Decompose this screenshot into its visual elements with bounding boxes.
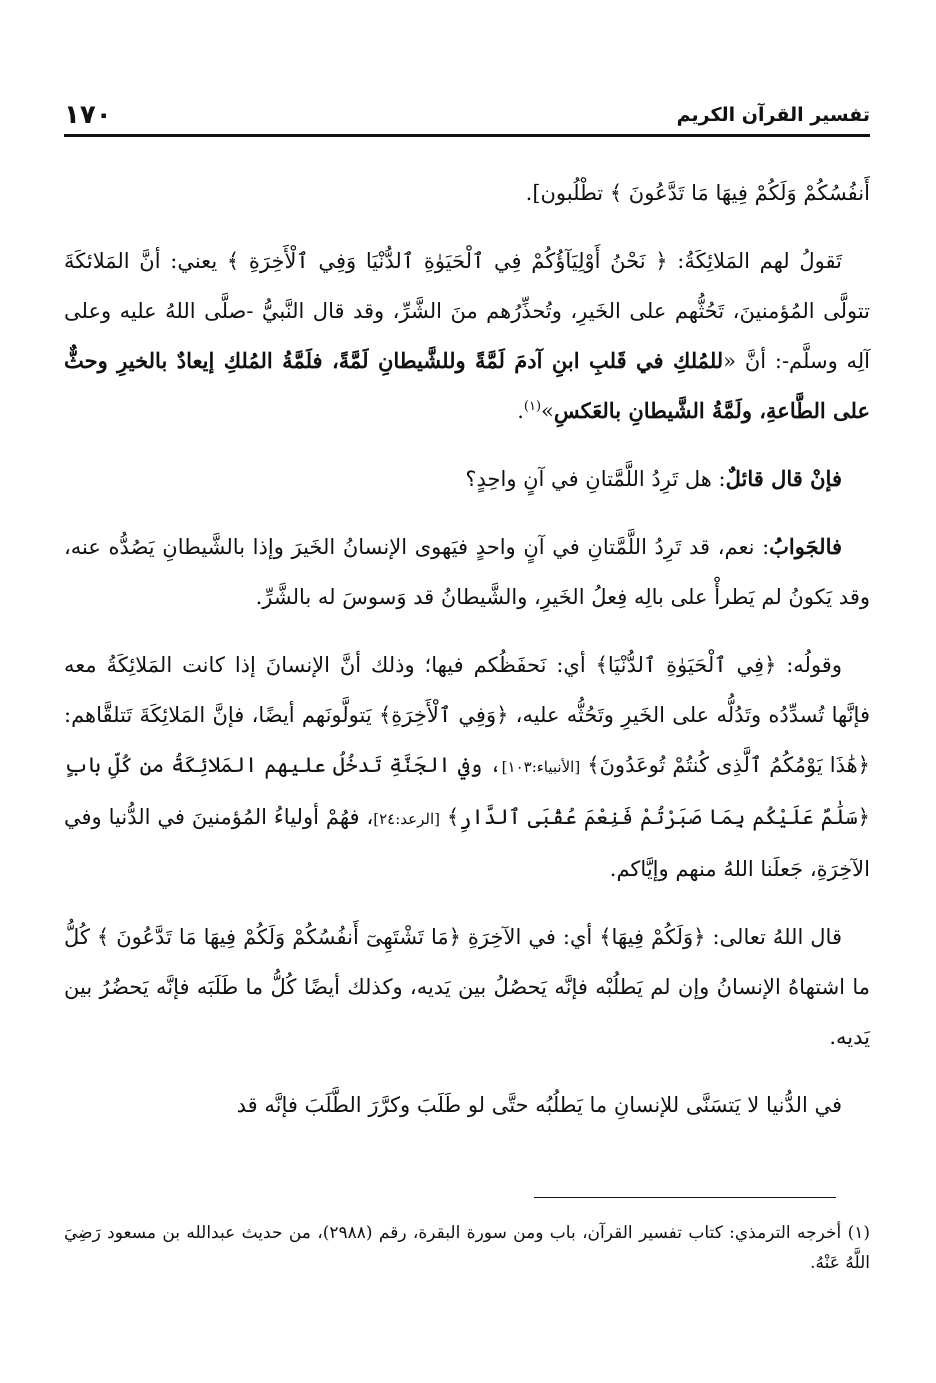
paragraph-5 [64, 640, 870, 894]
question-lead: فإنْ قال قائلٌ [725, 466, 842, 491]
page-body [64, 168, 870, 1148]
paragraph-7: في الدُّنيا لا يَتسَنَّى للإنسانِ ما يَطلُبُه حتَّى لو طَلَبَ وكرَّرَ الطَّلَبَ فإنَّه قد [236, 1093, 842, 1117]
footnote-ref[interactable]: (١) [523, 399, 542, 414]
verse-reference: [الأنبياء:١٠٣] [501, 758, 581, 776]
paragraph-2-text: تَقولُ لهم المَلائِكَةُ: ﴿ نَحْنُ أَوْلِيَآؤُكُمْ فِي ٱلْحَيَوٰةِ ٱلدُّنْيَا وَفِي ٱلْأَخِرَةِ ﴾ يعني: أنَّ المَلائكَةَ تتولَّى المُؤمنينَ، تَحُثُّهم على الخَيرِ، وتُحذِّرُهم منَ الشَّرِّ، وقد قال النَّبيُّ -صلَّى اللهُ عليه وعلى آلِه وسلَّم-: أنَّ « [64, 249, 870, 373]
paragraph-6: قال اللهُ تعالى: ﴿وَلَكُمْ فِيهَا﴾ أي: في الآخِرَةِ ﴿مَا تَشْتَهِىٓ أَنفُسُكُمْ وَلَكُمْ فِيهَا مَا تَدَّعُونَ ﴾ كُلُّ ما اشتهاهُ الإنسانُ وإن لم يَطلُبْه فإنَّه يَحصُلُ بين يَديه، وكذلك أيضًا كُلُّ ما طَلَبَه فإنَّه يَحضُرُ بين يَديه. [64, 925, 870, 1049]
paragraph-3 [64, 454, 870, 504]
page-number: ١٧٠ [64, 100, 112, 130]
hadith-quote: للمُلكِ في قَلبِ ابنِ آدمَ لَمَّةً وللشَّيطانِ لَمَّةً، فلَمَّةُ المُلكِ إيعادٌ بالخيرِ وحثٌّ على الطَّاعةِ، ولَمَّةُ الشَّيطانِ بالعَكسِ [64, 348, 870, 423]
paragraph-4 [64, 522, 870, 622]
paragraph-1: أَنفُسُكُمْ وَلَكُمْ فِيهَا مَا تَدَّعُونَ ﴾ تطْلُبون]. [525, 181, 870, 205]
footnote-divider [534, 1197, 836, 1198]
paragraph-5-text-2: ، وفي الجَنَّةِ تَدخُلُ عليهم المَلائِكَةُ من كُلِّ بابٍ ﴿سَلَٰمٌ عَلَيْكُم بِمَا صَبَرْتُمْ فَنِعْمَ عُقْبَى ٱلدَّارِ﴾ [64, 753, 870, 829]
question-text: : هل تَرِدُ اللَّمَّتانِ في آنٍ واحِدٍ؟ [465, 467, 726, 491]
paragraph-5-text-3: ، فهُمْ أولياءُ المُؤمنينَ في الدُّنيا وفي الآخِرَةِ، جَعلَنا اللهُ منهم وإيَّاكم. [64, 805, 870, 881]
page-header [64, 96, 870, 137]
answer-lead: فالجَوابُ [769, 534, 842, 559]
book-title: تفسير القرآن الكريم [676, 104, 870, 126]
answer-text: : نعم، قد تَرِدُ اللَّمَّتانِ في آنٍ واحدٍ فيَهوى الإنسانُ الخَيرَ وإذا بالشَّيطانِ يَصُدُّه عنه، وقد يَكونُ لم يَطرأْ على بالِه فِعلُ الخَيرِ، والشَّيطانُ قد وَسوسَ له بالشَّرِّ. [64, 535, 870, 609]
paragraph-2: تَقولُ لهم المَلائِكَةُ: ﴿ نَحْنُ أَوْلِيَآؤُكُمْ فِي ٱلْحَيَوٰةِ ٱلدُّنْيَا وَفِي ٱلْأَخِرَةِ ﴾ يعني: أنَّ المَلائكَةَ تتولَّى المُؤمنينَ، تَحُثُّهم على الخَيرِ، وتُحذِّرُهم منَ الشَّرِّ، وقد قال النَّبيُّ -صلَّى اللهُ عليه وعلى آلِه وسلَّم-: أنَّ «للمُلكِ في قَلبِ ابنِ آدمَ لَمَّةً وللشَّيطانِ لَمَّةً، فلَمَّةُ المُلكِ إيعادٌ بالخيرِ وحثٌّ على الطَّاعةِ، ولَمَّةُ الشَّيطانِ بالعَكسِ»$^{(١)}$. [64, 249, 870, 423]
footnote: (١) أخرجه الترمذي: كتاب تفسير القرآن، باب ومن سورة البقرة، رقم (٢٩٨٨)، من حديث عبدالله بن مسعود رَضِيَ اللَّهُ عَنْهُ. [64, 1223, 870, 1273]
paragraph-5-text: وقولُه: ﴿فِي ٱلْحَيَوٰةِ ٱلدُّنْيَا﴾ أي: نَحفَظُكم فيها؛ وذلك أنَّ الإنسانَ إذا كانت المَلائِكَةُ معه فإنَّها تُسدِّدُه وتَدُلُّه على الخَيرِ وتَحُثُّه عليه، ﴿وَفِي ٱلْأَخِرَةِ﴾ يَتولَّونَهم أيضًا، فإنَّ المَلائِكَةَ تَتلقَّاهم: ﴿هَٰذَا يَوْمُكُمُ ٱلَّذِى كُنتُمْ تُوعَدُونَ﴾ [64, 653, 870, 777]
verse-reference: [الرعد:٢٤] [373, 810, 440, 828]
